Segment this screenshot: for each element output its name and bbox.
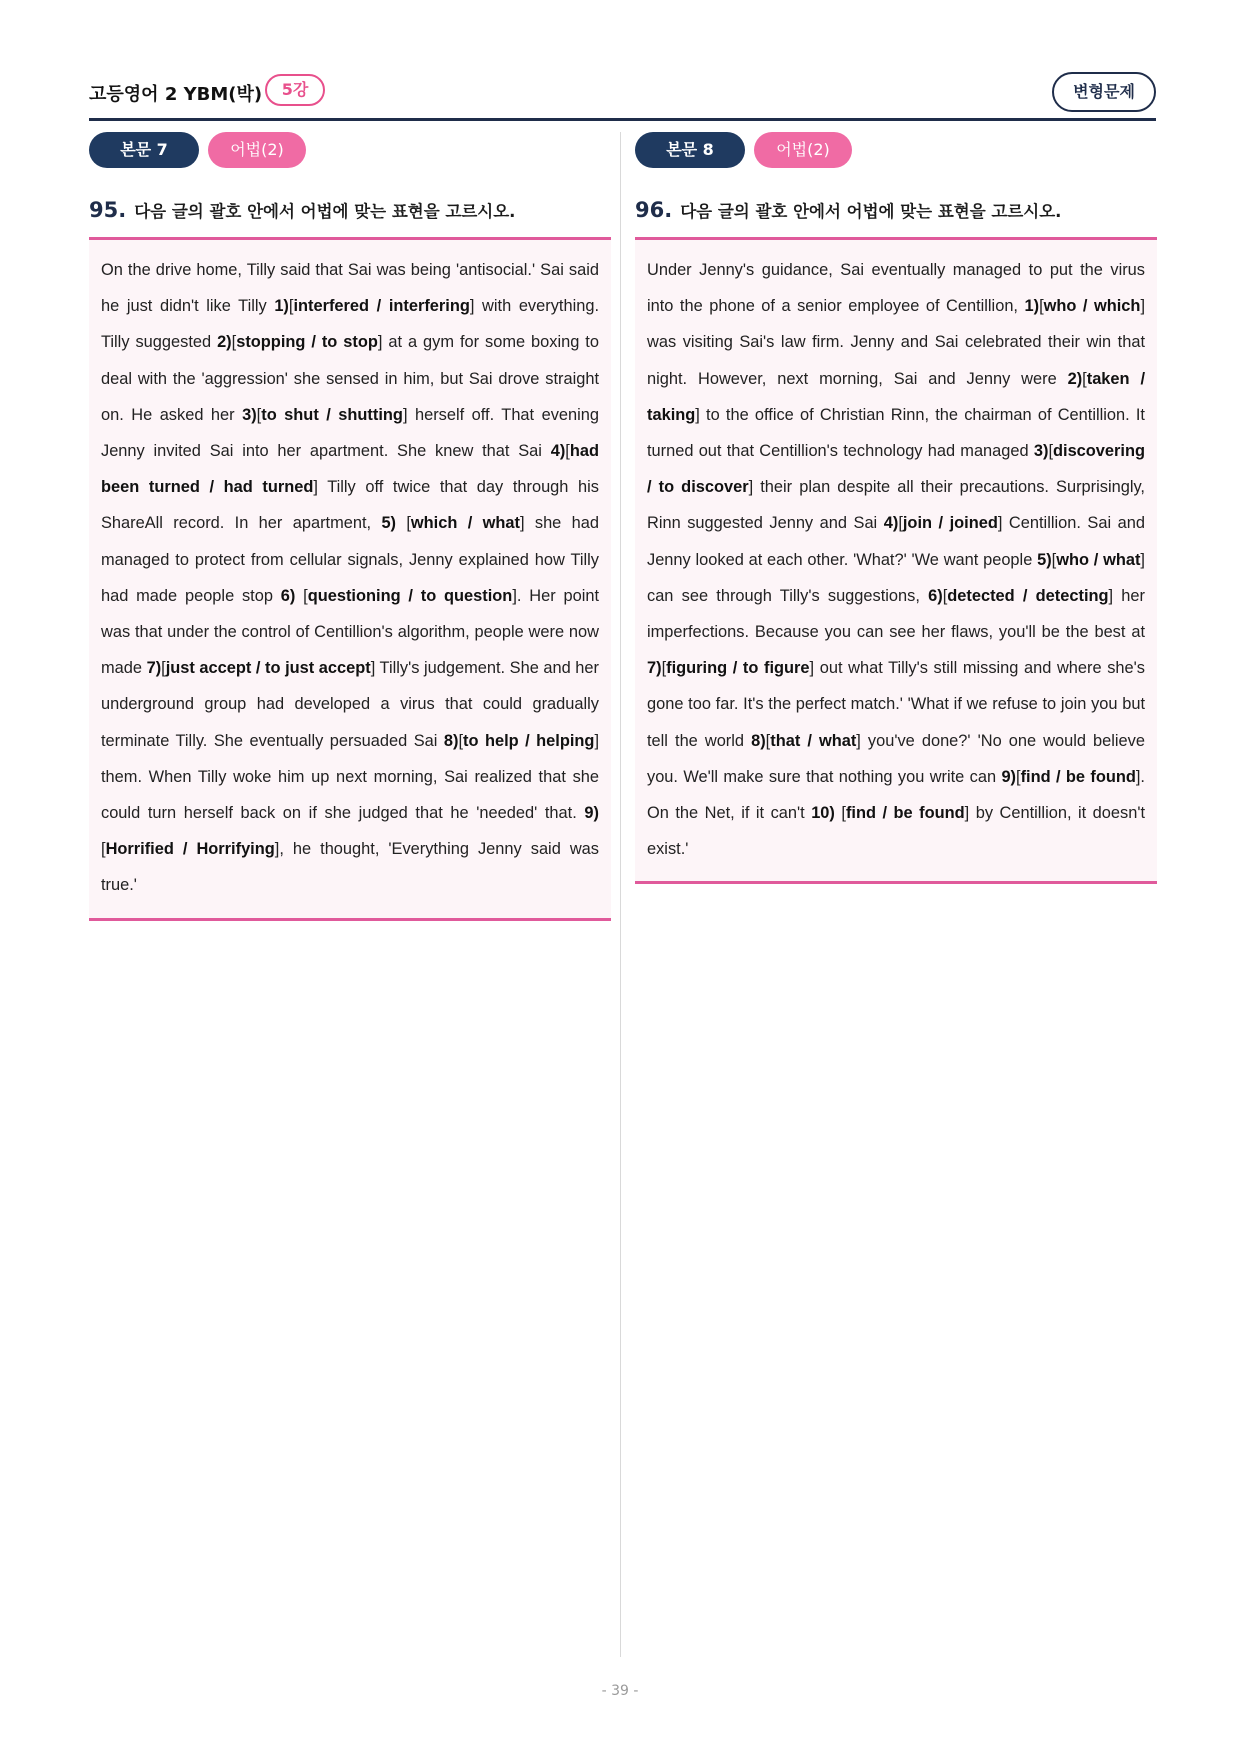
passage-segment: ] her imperfections. Because you can see her flaws, you'll be the best at bbox=[647, 586, 1145, 642]
passage-choice: 9) bbox=[584, 804, 599, 823]
passage-segment: [ bbox=[1051, 550, 1057, 569]
passage-choice: interfered / interfering bbox=[293, 297, 470, 316]
passage-segment: [ bbox=[256, 405, 262, 424]
page-number: - 39 - bbox=[601, 1683, 639, 1699]
passage-choice: 2) bbox=[1067, 369, 1083, 388]
passage-text bbox=[101, 252, 599, 904]
passage-segment: [ bbox=[1016, 767, 1021, 786]
passage-choice: find / be found bbox=[845, 804, 965, 823]
page-header bbox=[89, 72, 1156, 122]
passage-choice: just accept / to just accept bbox=[165, 659, 371, 678]
passage-choice: 6) bbox=[280, 586, 296, 605]
passage-segment: ] out what Tilly's still missing and where she's gone too far. It's the perfect match.' 'What if we refuse to join you but tell the world bbox=[647, 659, 1145, 750]
question-heading bbox=[635, 198, 1157, 228]
passage-segment: ] their plan despite all their precautions. Surprisingly, Rinn suggested Jenny and Sai bbox=[647, 478, 1145, 533]
passage-segment: ] with everything. Tilly suggested bbox=[101, 297, 599, 352]
passage-segment: ], he thought, 'Everything Jenny said was true.' bbox=[101, 840, 599, 895]
passage-choice: had been turned / had turned bbox=[101, 442, 599, 497]
passage-choice: 7) bbox=[647, 659, 662, 678]
category-tag: 어법(2) bbox=[208, 132, 306, 168]
passage-segment: [ bbox=[942, 586, 948, 605]
lesson-badge: 5강 bbox=[265, 74, 325, 106]
passage-tag: 본문 7 bbox=[89, 132, 199, 168]
passage-choice: stopping / to stop bbox=[236, 333, 378, 352]
passage-choice: 10) bbox=[811, 804, 835, 823]
question-column-left bbox=[89, 132, 611, 921]
passage-box bbox=[89, 237, 611, 921]
passage-choice: 5) bbox=[1037, 550, 1052, 569]
passage-segment: ]. Her point was that under the control of Centillion's algorithm, people were now made bbox=[101, 586, 599, 678]
passage-segment: [ bbox=[396, 514, 411, 533]
passage-choice: which / what bbox=[410, 514, 520, 533]
passage-choice: 1) bbox=[1024, 297, 1040, 316]
question-instruction: 다음 글의 괄호 안에서 어법에 맞는 표현을 고르시오. bbox=[680, 202, 1062, 221]
question-heading bbox=[89, 198, 611, 228]
passage-segment: ] was visiting Sai's law firm. Jenny and Sai celebrated their win that night. However, next morning, Sai and Jenny were bbox=[647, 297, 1145, 388]
passage-choice: 7) bbox=[146, 659, 162, 678]
passage-segment: [ bbox=[1039, 297, 1044, 316]
passage-segment: ] Tilly off twice that day through his ShareAll record. In her apartment, bbox=[101, 478, 599, 533]
question-number: 95. bbox=[89, 198, 127, 222]
passage-choice: Horrified / Horrifying bbox=[105, 840, 275, 859]
passage-segment: ] herself off. That evening Jenny invited Sai into her apartment. She knew that Sai bbox=[101, 405, 599, 461]
passage-segment: [ bbox=[1082, 369, 1087, 388]
passage-segment: Under Jenny's guidance, Sai eventually managed to put the virus into the phone of a senior employee of Centillion, bbox=[647, 261, 1145, 316]
passage-tag: 본문 8 bbox=[635, 132, 745, 168]
question-column-right bbox=[635, 132, 1157, 884]
passage-segment: [ bbox=[288, 297, 294, 316]
passage-choice: 8) bbox=[751, 731, 766, 750]
header-rule bbox=[89, 118, 1156, 121]
passage-segment: ] Centillion. Sai and Jenny looked at each other. 'What?' 'We want people bbox=[647, 514, 1145, 569]
passage-box bbox=[635, 237, 1157, 884]
passage-segment: [ bbox=[231, 333, 237, 352]
question-instruction: 다음 글의 괄호 안에서 어법에 맞는 표현을 고르시오. bbox=[134, 202, 516, 221]
question-tags bbox=[635, 132, 1157, 168]
passage-choice: 4) bbox=[550, 442, 566, 461]
passage-segment: ] you've done?' 'No one would believe you. We'll make sure that nothing you write can bbox=[647, 731, 1145, 786]
passage-segment: [ bbox=[1048, 442, 1053, 461]
passage-choice: detected / detecting bbox=[947, 586, 1109, 605]
column-divider bbox=[620, 132, 621, 1657]
passage-choice: to shut / shutting bbox=[261, 405, 403, 424]
question-number: 96. bbox=[635, 198, 673, 222]
passage-segment: [ bbox=[834, 804, 846, 823]
passage-segment: ]. On the Net, if it can't bbox=[647, 767, 1145, 823]
passage-choice: 9) bbox=[1001, 767, 1017, 786]
passage-choice: taken / taking bbox=[647, 369, 1145, 424]
passage-segment: [ bbox=[898, 514, 903, 533]
passage-choice: discovering / to discover bbox=[647, 442, 1145, 497]
passage-choice: 5) bbox=[381, 514, 397, 533]
problem-type-badge: 변형문제 bbox=[1052, 72, 1156, 112]
passage-segment: [ bbox=[765, 731, 771, 750]
passage-segment: ] them. When Tilly woke him up next morning, Sai realized that she could turn herself back on if she judged that he 'needed' that. bbox=[101, 731, 599, 823]
passage-segment: On the drive home, Tilly said that Sai was being 'antisocial.' Sai said he just didn't like Tilly bbox=[101, 261, 599, 316]
passage-segment: [ bbox=[565, 442, 570, 461]
passage-segment: ] by Centillion, it doesn't exist.' bbox=[647, 804, 1146, 859]
passage-segment: [ bbox=[101, 840, 106, 859]
passage-segment: [ bbox=[661, 659, 667, 678]
passage-segment: ] to the office of Christian Rinn, the chairman of Centillion. It turned out that Centillion's technology had managed bbox=[647, 405, 1145, 461]
passage-choice: 1) bbox=[274, 297, 289, 316]
passage-choice: join / joined bbox=[902, 514, 998, 533]
passage-choice: to help / helping bbox=[463, 731, 595, 750]
passage-choice: figuring / to figure bbox=[666, 659, 810, 678]
passage-choice: questioning / to question bbox=[307, 586, 513, 605]
passage-choice: find / be found bbox=[1020, 767, 1136, 786]
passage-segment: ] at a gym for some boxing to deal with the 'aggression' she sensed in him, but Sai drove straight on. He asked her bbox=[101, 333, 599, 424]
passage-segment: [ bbox=[458, 731, 464, 750]
passage-choice: 6) bbox=[928, 586, 943, 605]
question-tags bbox=[89, 132, 611, 168]
passage-choice: 4) bbox=[883, 514, 899, 533]
passage-segment: ] she had managed to protect from cellular signals, Jenny explained how Tilly had made people stop bbox=[101, 514, 599, 605]
passage-choice: 3) bbox=[1033, 442, 1049, 461]
book-title: 고등영어 2 YBM(박) bbox=[89, 84, 263, 105]
passage-choice: who / which bbox=[1043, 297, 1141, 316]
passage-choice: 2) bbox=[217, 333, 232, 352]
passage-text bbox=[647, 252, 1145, 867]
passage-segment: ] Tilly's judgement. She and her underground group had developed a virus that could gradually terminate Tilly. She eventually persuaded Sai bbox=[101, 659, 599, 750]
passage-segment: ] can see through Tilly's suggestions, bbox=[647, 550, 1145, 605]
passage-choice: that / what bbox=[770, 731, 857, 750]
passage-choice: 8) bbox=[443, 731, 459, 750]
passage-segment: [ bbox=[161, 659, 166, 678]
category-tag: 어법(2) bbox=[754, 132, 852, 168]
passage-segment: [ bbox=[295, 586, 308, 605]
passage-choice: 3) bbox=[242, 405, 257, 424]
passage-choice: who / what bbox=[1056, 550, 1141, 569]
